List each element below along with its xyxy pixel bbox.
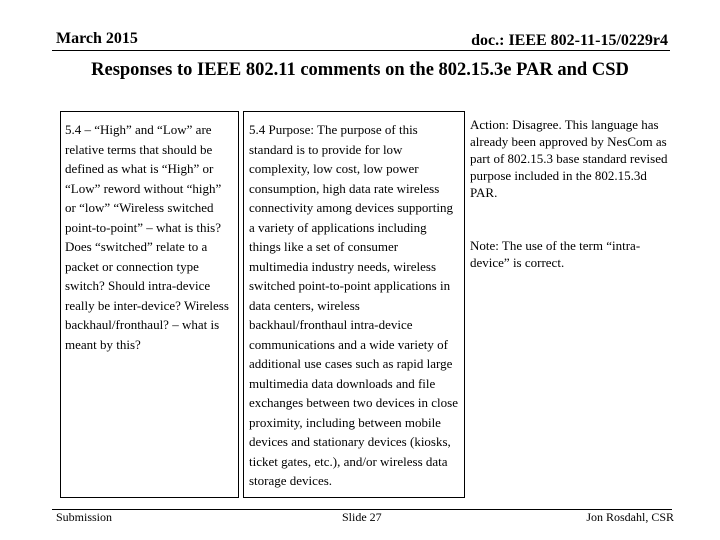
response-note: Note: The use of the term “intra-device” is correct. — [470, 238, 641, 270]
slide-title: Responses to IEEE 802.11 comments on the 802.15.3e PAR and CSD — [91, 60, 629, 80]
footer-slide-number: Slide 27 — [342, 510, 382, 524]
footer-author: Jon Rosdahl, CSR — [586, 510, 674, 524]
par-purpose-cell: 5.4 Purpose: The purpose of this standard is to provide for low complexity, low cost, low power consumption, high data rate wireless connectivity among devices supporting a variety of applications including things like a set of consumer multimedia industry needs, wireless switched point-to-point applications in data centers, wireless backhaul/fronthaul intra-device communications and a wide variety of additional use cases such as rapid large multimedia data downloads and file exchanges between two devices in close proximity, including between mobile devices and stationary devices (kiosks, ticket gates, etc.), and/or wireless data storage devices. — [243, 111, 465, 498]
comment-cell: 5.4 – “High” and “Low” are relative terms that should be defined as what is “High” or “Low” reword without “high” or “low” “Wireless switched point-to-point” – what is this? Does “switched” relate to a packet or connection type switch? Should intra-device really be inter-device? Wireless backhaul/fronthaul? – what is meant by this? — [60, 111, 239, 498]
response-action: Action: Disagree. This language has already been approved by NesCom as part of 802.15.3 base standard revised purpose included in the 802.15.3d PAR. — [470, 117, 668, 200]
header-date: March 2015 — [56, 30, 138, 47]
response-cell — [468, 111, 673, 498]
header-divider — [52, 50, 670, 51]
header-doc-id: doc.: IEEE 802-11-15/0229r4 — [471, 32, 668, 49]
footer-submission: Submission — [56, 510, 113, 524]
